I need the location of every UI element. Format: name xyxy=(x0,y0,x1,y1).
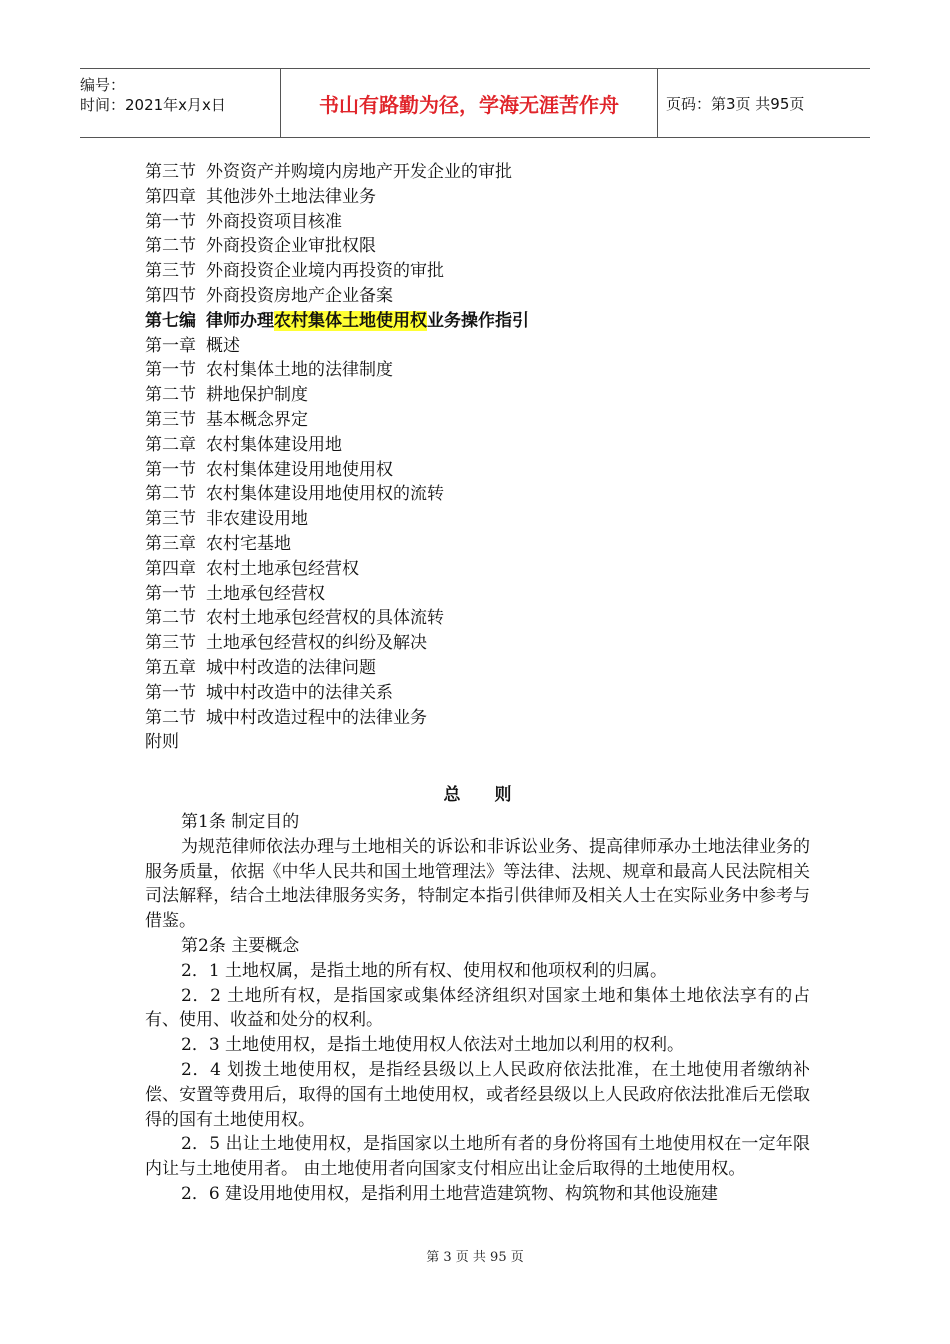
toc-label: 第二节 xyxy=(145,236,196,257)
toc-text: 农村土地承包经营权 xyxy=(206,558,359,579)
toc-item xyxy=(145,284,845,309)
time-label: 时间：2021年x月x日 xyxy=(80,96,226,114)
body-text xyxy=(145,780,810,1207)
toc-label: 第一章 xyxy=(145,335,196,356)
toc-label: 第二章 xyxy=(145,434,196,455)
toc-item xyxy=(145,210,845,235)
toc-label: 第二节 xyxy=(145,608,196,629)
toc-label: 第三节 xyxy=(145,509,196,530)
paragraph: 为规范律师依法办理与土地相关的诉讼和非诉讼业务、提高律师承办土地法律业务的服务质量，依据《中华人民共和国土地管理法》等法律、法规、规章和最高人民法院相关司法解释，结合土地法律服务实务，特制定本指引供律师及相关人士在实际业务中参考与借鉴。 xyxy=(145,836,810,932)
toc-text: 外商投资企业境内再投资的审批 xyxy=(206,261,444,282)
toc-text: 基本概念界定 xyxy=(206,409,308,430)
toc-text: 外商投资项目核准 xyxy=(206,211,342,232)
paragraph: 2．1 土地权属，是指土地的所有权、使用权和他项权利的归属。 xyxy=(181,960,668,981)
toc-label: 第四章 xyxy=(145,558,196,579)
paragraph: 2．2 土地所有权，是指国家或集体经济组织对国家土地和集体土地依法享有的占有、使用、收益和处分的权利。 xyxy=(145,985,810,1031)
toc-item xyxy=(145,606,845,631)
toc-item xyxy=(145,482,845,507)
toc-item xyxy=(145,259,845,284)
toc-text: 农村土地承包经营权的具体流转 xyxy=(206,608,444,629)
toc-text: 概述 xyxy=(206,335,240,356)
toc-text: 非农建设用地 xyxy=(206,509,308,530)
toc-item xyxy=(145,234,845,259)
paragraph: 2．5 出让土地使用权，是指国家以土地所有者的身份将国有土地使用权在一定年限内让与土地使用者。 由土地使用者向国家支付相应出让金后取得的土地使用权。 xyxy=(145,1134,810,1180)
toc-text: 耕地保护制度 xyxy=(206,385,308,406)
toc-text: 业务操作指引 xyxy=(427,310,529,331)
toc-label: 第二节 xyxy=(145,484,196,505)
toc-item xyxy=(145,309,845,334)
toc-label: 第一节 xyxy=(145,211,196,232)
toc-text: 城中村改造过程中的法律业务 xyxy=(206,707,427,728)
toc-label: 第五章 xyxy=(145,657,196,678)
toc-item xyxy=(145,458,845,483)
toc-label: 第二节 xyxy=(145,707,196,728)
paragraph: 2．4 划拨土地使用权，是指经县级以上人民政府依法批准，在土地使用者缴纳补偿、安置等费用后，取得的国有土地使用权，或者经县级以上人民政府依法批准后无偿取得的国有土地使用权。 xyxy=(145,1059,810,1130)
toc-item xyxy=(145,358,845,383)
toc-text: 外商投资企业审批权限 xyxy=(206,236,376,257)
toc-text: 外资资产并购境内房地产开发企业的审批 xyxy=(206,162,512,182)
toc-item xyxy=(145,383,845,408)
toc-label: 附则 xyxy=(145,732,179,753)
toc-label: 第三章 xyxy=(145,533,196,554)
toc-text: 城中村改造的法律问题 xyxy=(206,657,376,678)
toc-label: 第四章 xyxy=(145,186,196,207)
toc-text: 律师办理 xyxy=(206,310,274,331)
paragraphs xyxy=(145,810,810,1207)
toc-item xyxy=(145,433,845,458)
toc-label: 第三节 xyxy=(145,162,196,182)
toc-item xyxy=(145,532,845,557)
toc-item xyxy=(145,706,845,731)
toc-item xyxy=(145,408,845,433)
toc-label: 第七编 xyxy=(145,310,196,331)
toc-text: 土地承包经营权 xyxy=(206,583,325,604)
toc-label: 第一节 xyxy=(145,459,196,480)
page-header xyxy=(80,68,870,138)
paragraph: 第2条 主要概念 xyxy=(181,935,300,956)
toc-text: 农村集体土地的法律制度 xyxy=(206,360,393,381)
toc-text: 城中村改造中的法律关系 xyxy=(206,682,393,703)
toc-item xyxy=(145,557,845,582)
table-of-contents xyxy=(145,160,845,755)
motto: 书山有路勤为径，学海无涯苦作舟 xyxy=(280,69,658,137)
toc-item xyxy=(145,631,845,656)
toc-label: 第二节 xyxy=(145,385,196,406)
toc-label: 第一节 xyxy=(145,360,196,381)
toc-item xyxy=(145,730,845,755)
toc-label: 第三节 xyxy=(145,261,196,282)
toc-item xyxy=(145,185,845,210)
toc-text: 农村宅基地 xyxy=(206,533,291,554)
page-label: 页码：第3页 共95页 xyxy=(666,94,805,113)
toc-label: 第三节 xyxy=(145,633,196,654)
toc-item xyxy=(145,656,845,681)
toc-text: 外商投资房地产企业备案 xyxy=(206,285,393,306)
section-title: 总则 xyxy=(443,785,546,805)
page-footer: 第 3 页 共 95 页 xyxy=(426,1250,524,1265)
toc-highlight: 农村集体土地使用权 xyxy=(274,310,427,331)
paragraph: 第1条 制定目的 xyxy=(181,812,300,832)
toc-text: 其他涉外土地法律业务 xyxy=(206,186,376,207)
toc-item xyxy=(145,334,845,359)
toc-item xyxy=(145,160,845,185)
toc-label: 第一节 xyxy=(145,583,196,604)
toc-item xyxy=(145,582,845,607)
number-label: 编号： xyxy=(80,76,126,94)
toc-text: 农村集体建设用地 xyxy=(206,434,342,455)
toc-text: 土地承包经营权的纠纷及解决 xyxy=(206,633,427,654)
toc-item xyxy=(145,681,845,706)
header-meta xyxy=(80,69,280,137)
toc-text: 农村集体建设用地使用权的流转 xyxy=(206,484,444,505)
toc-text: 农村集体建设用地使用权 xyxy=(206,459,393,480)
toc-label: 第三节 xyxy=(145,409,196,430)
paragraph: 2．3 土地使用权，是指土地使用权人依法对土地加以利用的权利。 xyxy=(181,1035,685,1056)
paragraph: 2．6 建设用地使用权，是指利用土地营造建筑物、构筑物和其他设施建 xyxy=(181,1183,719,1204)
toc-label: 第四节 xyxy=(145,285,196,306)
toc-item xyxy=(145,507,845,532)
toc-label: 第一节 xyxy=(145,682,196,703)
